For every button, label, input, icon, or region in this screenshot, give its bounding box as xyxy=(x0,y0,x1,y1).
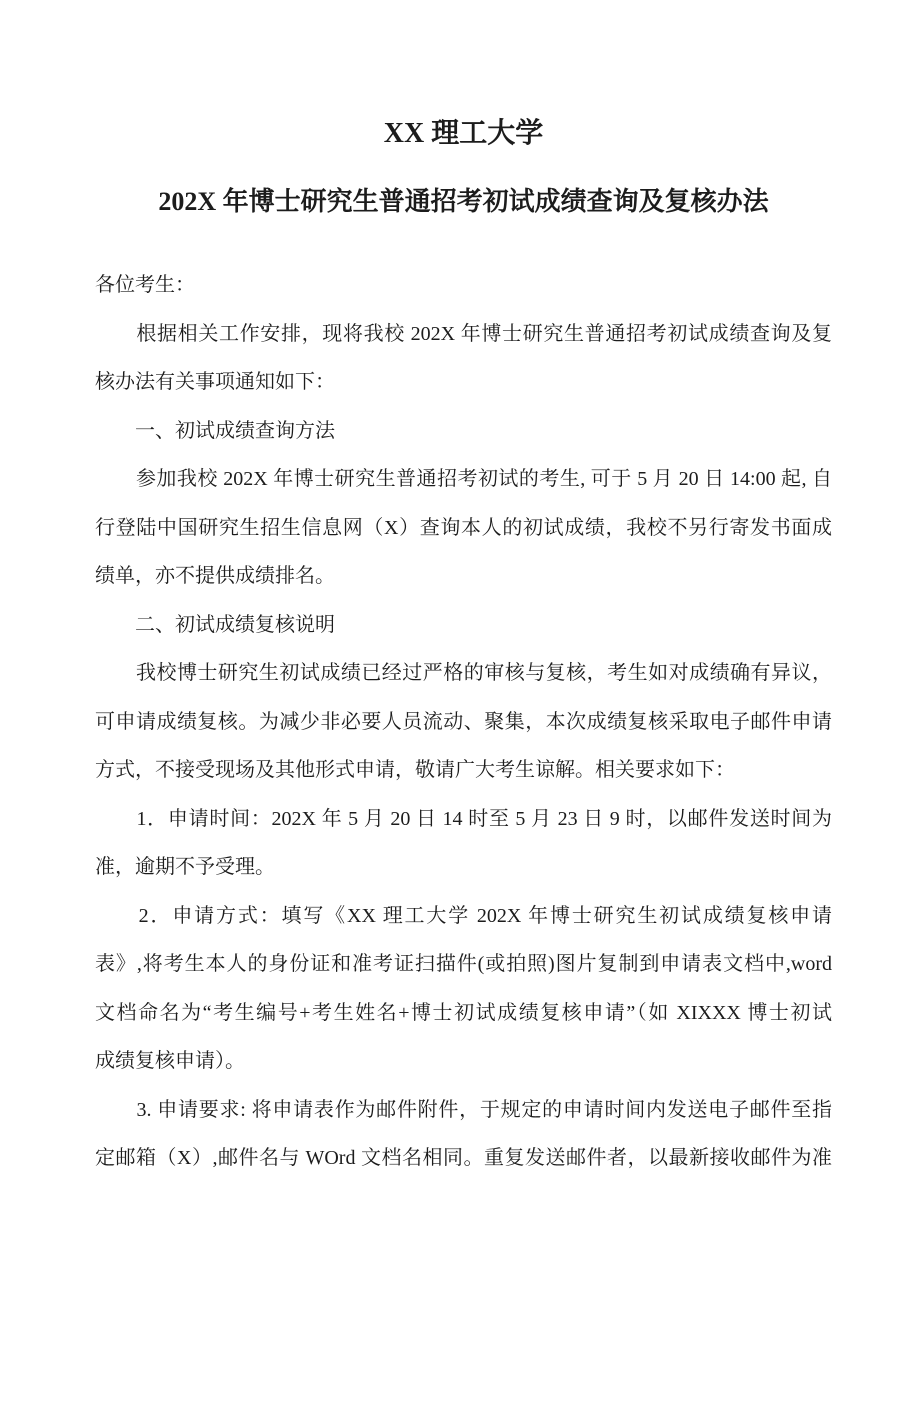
document-body xyxy=(95,261,832,1183)
text-line: 定邮箱（X）,邮件名与 WOrd 文档名相同。重复发送邮件者，以最新接收邮件为准 xyxy=(95,1147,832,1169)
text-line: 成绩复核申请）。 xyxy=(95,1050,245,1072)
text-line: 二、初试成绩复核说明 xyxy=(95,613,335,636)
text-line: 根据相关工作安排，现将我校 202X 年博士研究生普通招考初试成绩查询及复 xyxy=(95,322,832,345)
text-line: 方式，不接受现场及其他形式申请，敬请广大考生谅解。相关要求如下： xyxy=(95,759,735,781)
text-line: 一、初试成绩查询方法 xyxy=(95,419,335,442)
text-line: 表》,将考生本人的身份证和准考证扫描件(或拍照)图片复制到申请表文档中,word xyxy=(95,953,832,975)
text-line: 行登陆中国研究生招生信息网（X）查询本人的初试成绩，我校不另行寄发书面成 xyxy=(95,516,832,539)
text-line: 各位考生： xyxy=(95,274,195,296)
text-line: 参加我校 202X 年博士研究生普通招考初试的考生, 可于 5 月 20 日 14:00 起, 自 xyxy=(95,468,832,490)
text-line: 绩单，亦不提供成绩排名。 xyxy=(95,565,335,587)
text-line: 1．申请时间：202X 年 5 月 20 日 14 时至 5 月 23 日 9 时，以邮件发送时间为 xyxy=(95,807,832,830)
text-line: 准，逾期不予受理。 xyxy=(95,856,275,878)
text-line: 核办法有关事项通知如下： xyxy=(95,371,335,393)
text-line: 可申请成绩复核。为减少非必要人员流动、聚集，本次成绩复核采取电子邮件申请 xyxy=(95,710,832,733)
text-line: 文档命名为“考生编号+考生姓名+博士初试成绩复核申请”（如 XIXXX 博士初试 xyxy=(95,1001,832,1024)
text-line: 3. 申请要求: 将申请表作为邮件附件，于规定的申请时间内发送电子邮件至指 xyxy=(95,1098,832,1121)
text-line: 我校博士研究生初试成绩已经过严格的审核与复核，考生如对成绩确有异议， xyxy=(95,662,832,684)
document-title: XX 理工大学 xyxy=(383,118,544,149)
document-subtitle: 202X 年博士研究生普通招考初试成绩查询及复核办法 xyxy=(158,187,769,216)
document-page xyxy=(0,110,920,1411)
text-line: 2．申请方式：填写《XX 理工大学 202X 年博士研究生初试成绩复核申请 xyxy=(95,904,832,927)
